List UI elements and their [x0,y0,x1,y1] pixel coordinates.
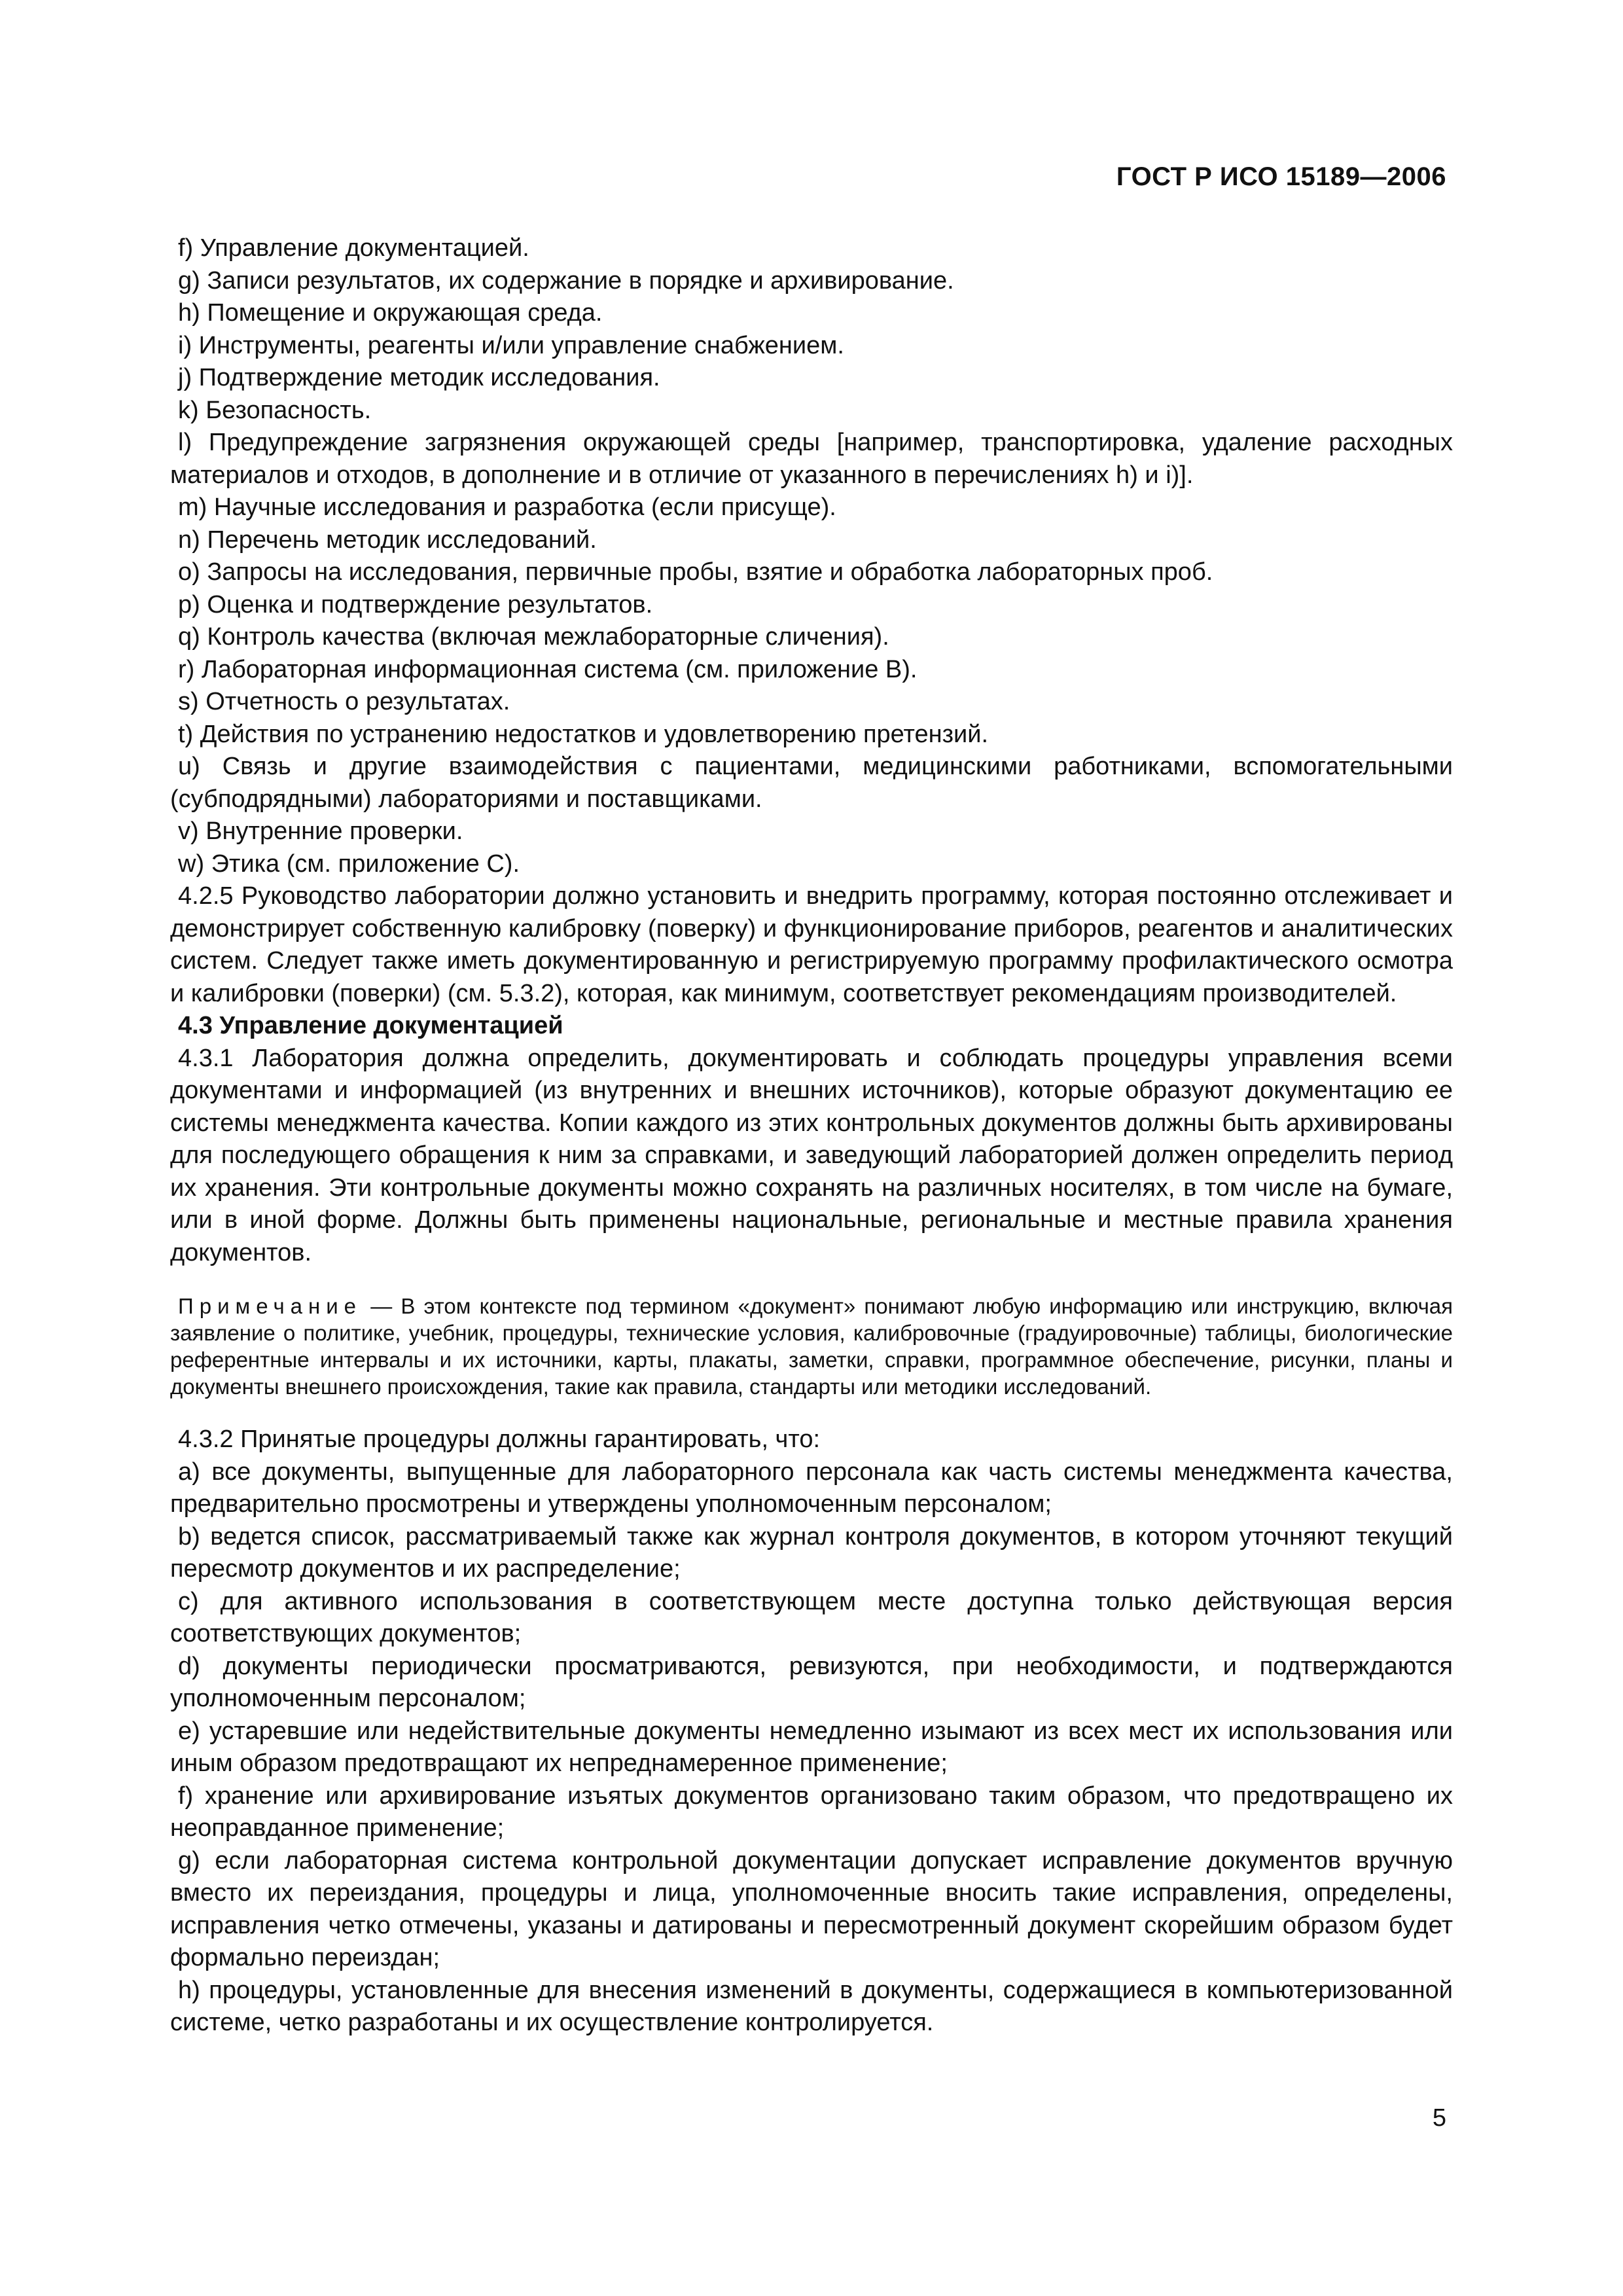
list-item: q) Контроль качества (включая межлабораторные сличения). [178,623,889,651]
document-header: ГОСТ Р ИСО 15189—2006 [1116,162,1446,191]
page-number: 5 [1432,2104,1446,2132]
list-item: f) хранение или архивирование изъятых документов организовано таким образом, что предотвращено их неоправданное применение; [170,1782,1453,1842]
paragraph-4-3-1: 4.3.1 Лаборатория должна определить, документировать и соблюдать процедуры управления всеми документами и информацией (из внутренних и внешних источников), которые образуют документацию ее системы менеджмента качества. Копии каждого из этих контрольных документов должны быть архивированы для последующего обращения к ним за справками, и заведующий лабораторией должен определить период их хранения. Эти контрольные документы можно сохранять на различных носителях, в том числе на бумаге, или в иной форме. Должны быть применены национальные, региональные и местные правила хранения документов. [170,1044,1453,1266]
procedures-list [170,1456,1453,2039]
note-label: Примечание [178,1294,363,1318]
list-item: f) Управление документацией. [178,234,529,262]
list-item: k) Безопасность. [178,396,372,424]
requirements-list [170,232,1453,880]
list-item: g) Записи результатов, их содержание в порядке и архивирование. [178,266,954,295]
list-item: v) Внутренние проверки. [178,817,463,845]
list-item: j) Подтверждение методик исследования. [178,364,660,391]
list-item: g) если лабораторная система контрольной документации допускает исправление документов вручную вместо их переиздания, процедуры и лица, уполномоченные вносить такие исправления, определены, исправления четко отмечены, указаны и датированы и пересмотренный документ скорейшим образом будет формально переиздан; [170,1846,1453,1971]
list-item: r) Лабораторная информационная система (см. приложение В). [178,655,918,683]
list-item: w) Этика (см. приложение С). [178,850,520,878]
section-title-4-3: 4.3 Управление документацией [178,1012,563,1039]
list-item: i) Инструменты, реагенты и/или управление снабжением. [178,331,844,359]
note-text: — В этом контексте под термином «документ» понимают любую информацию или инструкцию, включая заявление о политике, учебник, процедуры, технические условия, калибровочные (градуировочные) таблицы, биологические референтные интервалы и их источники, карты, плакаты, заметки, справки, программное обеспечение, рисунки, планы и документы внешнего происхождения, такие как правила, стандарты или методики исследований. [170,1294,1453,1399]
list-item: u) Связь и другие взаимодействия с пациентами, медицинскими работниками, вспомогательными (субподрядными) лабораториями и поставщиками. [170,753,1453,813]
list-item: d) документы периодически просматриваются, ревизуются, при необходимости, и подтверждаются уполномоченным персоналом; [170,1652,1453,1712]
list-item: l) Предупреждение загрязнения окружающей среды [например, транспортировка, удаление расходных материалов и отходов, в дополнение и в отличие от указанного в перечислениях h) и i)]. [170,429,1453,489]
list-item: c) для активного использования в соответствующем месте доступна только действующая версия соответствующих документов; [170,1587,1453,1647]
list-item: h) Помещение и окружающая среда. [178,299,603,327]
list-item: h) процедуры, установленные для внесения изменений в документы, содержащиеся в компьютеризованной системе, четко разработаны и их осуществление контролируется. [170,1976,1453,2036]
list-item: o) Запросы на исследования, первичные пробы, взятие и обработка лабораторных проб. [178,558,1213,586]
list-item: b) ведется список, рассматриваемый также как журнал контроля документов, в котором уточняют текущий пересмотр документов и их распределение; [170,1522,1453,1583]
paragraph-4-3-2: 4.3.2 Принятые процедуры должны гарантировать, что: [178,1426,821,1453]
list-item: m) Научные исследования и разработка (если присуще). [178,493,836,521]
list-item: e) устаревшие или недействительные документы немедленно изымают из всех мест их использования или иным образом предотвращают их непреднамеренное применение; [170,1717,1453,1777]
list-item: a) все документы, выпущенные для лабораторного персонала как часть системы менеджмента качества, предварительно просмотрены и утверждены уполномоченным персоналом; [170,1458,1453,1518]
note [170,1293,1453,1400]
list-item: n) Перечень методик исследований. [178,526,597,554]
list-item: p) Оценка и подтверждение результатов. [178,590,653,619]
page-content [170,232,1453,2039]
paragraph-4-2-5: 4.2.5 Руководство лаборатории должно установить и внедрить программу, которая постоянно отслеживает и демонстрирует собственную калибровку (поверку) и функционирование приборов, реагентов и аналитических систем. Следует также иметь документированную и регистрируемую программу профилактического осмотра и калибровки (поверки) (см. 5.3.2), которая, как минимум, соответствует рекомендациям производителей. [170,882,1453,1007]
list-item: s) Отчетность о результатах. [178,688,510,715]
list-item: t) Действия по устранению недостатков и удовлетворению претензий. [178,720,989,748]
